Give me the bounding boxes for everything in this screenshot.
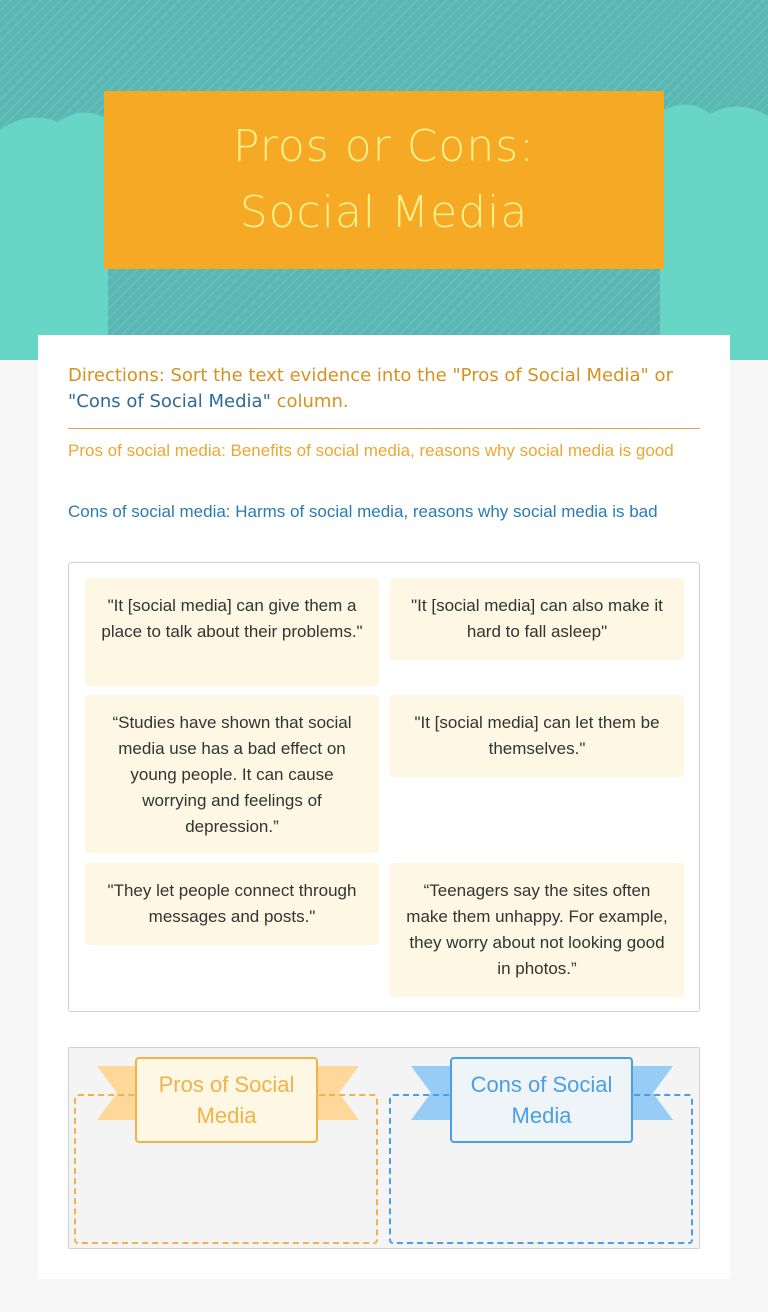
- evidence-card[interactable]: "They let people connect through messages and posts.": [85, 863, 379, 945]
- evidence-card[interactable]: "It [social media] can also make it hard to fall asleep": [390, 578, 684, 660]
- evidence-card[interactable]: "It [social media] can give them a place to talk about their problems.": [85, 578, 379, 686]
- cons-definition: Cons of social media: Harms of social media, reasons why social media is bad: [68, 502, 658, 521]
- directions-text: [68, 363, 700, 415]
- pros-column-label: Pros of Social Media: [135, 1057, 318, 1143]
- page-title-line-1: Pros or Cons:: [233, 121, 535, 172]
- evidence-card[interactable]: “Studies have shown that social media use has a bad effect on young people. It can cause worrying and feelings of depression.”: [85, 695, 379, 853]
- title-box: [104, 91, 664, 269]
- directions-part-2: "Cons of Social Media": [68, 391, 271, 412]
- pros-definition: Pros of social media: Benefits of social media, reasons why social media is good: [68, 441, 674, 460]
- worksheet-card: [38, 335, 730, 1279]
- directions-part-1: Directions: Sort the text evidence into the "Pros of Social Media" or: [68, 365, 673, 386]
- cons-column-label: Cons of Social Media: [450, 1057, 633, 1143]
- page-title-line-2: Social Media: [239, 187, 529, 238]
- divider: [68, 428, 700, 429]
- evidence-card[interactable]: "It [social media] can let them be themselves.": [390, 695, 684, 777]
- sort-area: [68, 1047, 700, 1249]
- header-banner: [0, 0, 768, 360]
- directions-part-3: column.: [270, 391, 349, 412]
- evidence-card[interactable]: “Teenagers say the sites often make them unhappy. For example, they worry about not looking good in photos.”: [390, 863, 684, 997]
- evidence-panel: [68, 562, 700, 1012]
